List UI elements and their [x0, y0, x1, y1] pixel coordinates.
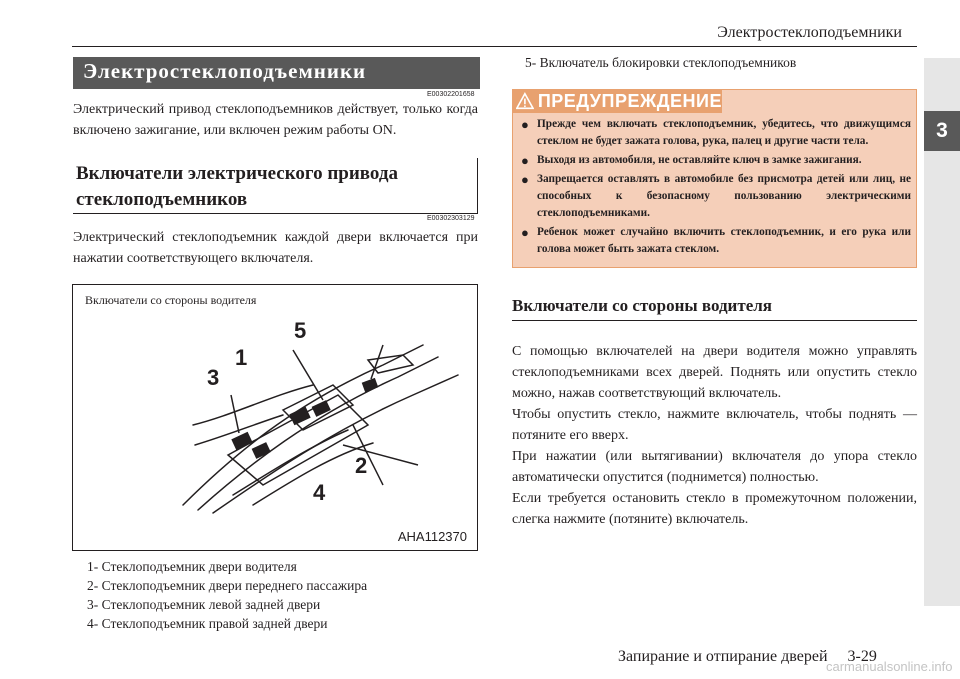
warning-item: [519, 224, 911, 258]
warning-header: [512, 89, 722, 113]
driver-switches-title: Включатели со стороны водителя: [512, 296, 917, 321]
warning-list: [519, 116, 911, 260]
bullet-icon: ●: [521, 117, 529, 132]
page-footer: Запирание и отпирание дверей 3-29: [618, 648, 877, 665]
intro-paragraph: Электрический привод стеклоподъемников действует, только когда включено зажигание, или включен режим работы ON.: [73, 102, 478, 138]
warning-item-text: Ребенок может случайно включить стеклоподъемник, и его рука или голова может быть зажата стеклом.: [537, 226, 911, 255]
warning-triangle-icon: [516, 91, 534, 111]
warning-box: [512, 89, 917, 268]
doc-code-2: E00302303129: [427, 215, 475, 222]
running-head: Электростеклоподъемники: [717, 24, 902, 41]
subsection-title-line1: Включатели электрического привода: [76, 163, 398, 184]
switch-panel-figure: [72, 284, 478, 551]
bullet-icon: ●: [521, 153, 529, 168]
chapter-number: 3: [924, 111, 960, 151]
figure-legend: [87, 557, 480, 633]
bullet-icon: ●: [521, 225, 529, 240]
paragraph: Чтобы опустить стекло, нажмите включатель, чтобы поднять — потяните его вверх.: [512, 407, 917, 443]
warning-item: [519, 116, 911, 150]
section-title: Электростеклоподъемники: [73, 57, 480, 89]
doc-code-1: E00302201658: [427, 91, 475, 98]
warning-item-text: Прежде чем включать стеклоподъемник, убедитесь, что движущимся стеклом не будет зажата голова, рука, палец и другие части тела.: [537, 118, 911, 147]
watermark: carmanualsonline.info: [826, 659, 953, 674]
subsection-title-line2: стеклоподъемников: [76, 189, 248, 210]
figure-id: AHA112370: [397, 529, 467, 544]
legend-item: 2- Стеклоподъемник двери переднего пассажира: [87, 578, 368, 593]
callout-3: 3: [207, 365, 220, 390]
paragraph: С помощью включателей на двери водителя можно управлять стеклоподъемниками всех дверей. Поднять или опустить стекло можно, нажав соответствующий включатель.: [512, 344, 917, 401]
callout-4: 4: [313, 480, 326, 505]
figure-caption: Включатели со стороны водителя: [85, 293, 257, 307]
legend-item: 4- Стеклоподъемник правой задней двери: [87, 616, 328, 631]
callout-2: 2: [355, 453, 368, 478]
warning-item-text: Выходя из автомобиля, не оставляйте ключ в замке зажигания.: [537, 154, 862, 166]
warning-item: [519, 152, 911, 169]
paragraph: Если требуется остановить стекло в промежуточном положении, слегка нажмите (потяните) включатель.: [512, 491, 917, 527]
paragraph: При нажатии (или вытягивании) включателя до упора стекло автоматически опустится (поднимется) полностью.: [512, 449, 917, 485]
callout-5: 5: [294, 318, 307, 343]
warning-item: [519, 171, 911, 222]
warning-item-text: Запрещается оставлять в автомобиле без присмотра детей или лиц, не способных к безопасному пользованию электрическими стеклоподъемниками.: [537, 173, 911, 219]
subsection-title-box: [73, 158, 478, 214]
legend-item: 3- Стеклоподъемник левой задней двери: [87, 597, 321, 612]
callout-1: 1: [235, 345, 248, 370]
legend-item-5: 5- Включатель блокировки стеклоподъемников: [525, 55, 797, 70]
driver-switches-text: [512, 341, 917, 530]
switches-paragraph: Электрический стеклоподъемник каждой двери включается при нажатии соответствующего включателя.: [73, 230, 478, 266]
bullet-icon: ●: [521, 172, 529, 187]
warning-title: ПРЕДУПРЕЖДЕНИЕ: [537, 90, 722, 111]
top-rule: [72, 46, 917, 47]
legend-item: 1- Стеклоподъемник двери водителя: [87, 559, 297, 574]
